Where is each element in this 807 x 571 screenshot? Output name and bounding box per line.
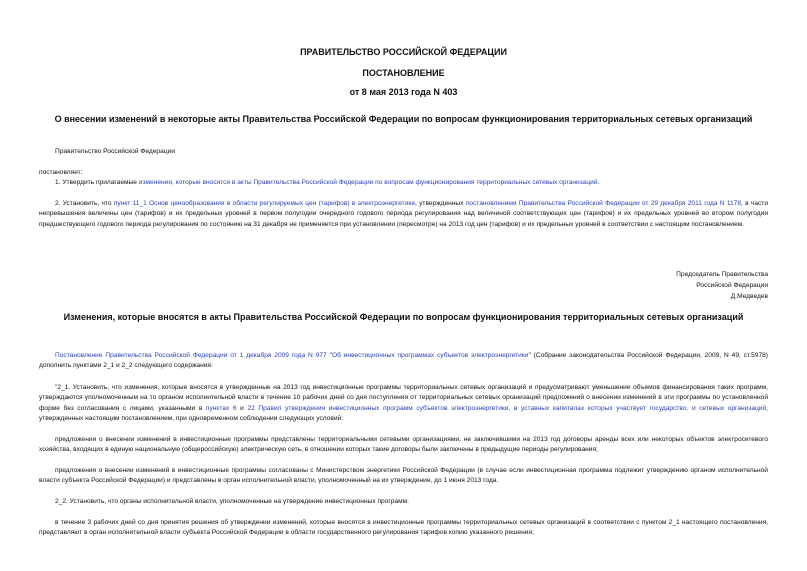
- document-type: ПОСТАНОВЛЕНИЕ: [362, 68, 445, 78]
- changes-paragraph-1-rest: " (Собрание законодательства Российской Федерации, 2009, N 49, ст.5978) дополнить пунктами 2_1 и 2_2 следующего содержания:: [39, 352, 768, 370]
- document-title: О внесении изменений в некоторые акты Правительства Российской Федерации по вопросам функционирования территориальных сетевых организаций: [54, 114, 753, 124]
- item-2: [39, 199, 768, 230]
- changes-link-rules[interactable]: 22 Правил утверждения инвестиционных программ субъектов электроэнергетики, в уставных капиталах которых участвует государство, и сетевых организаций: [247, 404, 767, 412]
- changes-paragraph-6: в течение 3 рабочих дней со дня принятия решения об утверждении изменений, которые вносятся в инвестиционные программы территориальных сетевых организаций в соответствии с пунктом 2_1 настоящего постановления, представляют в орган исполнительной власти субъекта Российской Федерации в области государственного регулирования тарифов копию указанного решения;: [39, 519, 768, 537]
- changes-link-item-6[interactable]: пунктах 6: [205, 404, 237, 412]
- signature-country: Российской Федерации: [696, 282, 768, 289]
- item-2-text-b: , утвержденных: [415, 200, 466, 207]
- changes-paragraph-5: 2_2. Установить, что органы исполнительной власти, уполномоченные на утверждение инвестиционных программ:: [55, 498, 410, 505]
- signature-block: [676, 269, 768, 302]
- document-date-number: от 8 мая 2013 года N 403: [349, 87, 458, 97]
- changes-p2-and: и: [236, 404, 248, 412]
- signature-position: Председатель Правительства: [676, 271, 768, 278]
- changes-paragraph-2: [39, 383, 768, 425]
- changes-heading: Изменения, которые вносятся в акты Правительства Российской Федерации по вопросам функционирования территориальных сетевых организаций: [63, 312, 744, 322]
- item-2-link-basics[interactable]: пункт 11_1 Основ ценообразования в области регулируемых цен (тарифов) в электроэнергетике: [113, 200, 416, 207]
- changes-paragraph-3: предложения о внесении изменений в инвестиционные программы представлены территориальными сетевыми организациями, не заключившими на 2013 год договоры аренды всех или некоторых объектов электросетевого хозяйства, входящих в единую национальную (общероссийскую) электрическую сеть, в отношении которых такие договоры были заключены в предыдущие периоды регулирования;: [39, 436, 768, 454]
- decrees-line: постановляет:: [39, 169, 83, 176]
- item-1-link[interactable]: изменения, которые вносятся в акты Правительства Российской Федерации по вопросам функционирования территориальных сетевых организаций: [138, 179, 598, 186]
- gov-rf-line: Правительство Российской Федерации: [55, 148, 175, 155]
- item-1-suffix: .: [597, 179, 600, 186]
- signature-name: Д.Медведев: [730, 293, 768, 300]
- changes-link-decree-977[interactable]: Постановление Правительства Российской Федерации от 1 декабря 2009 года N 977: [55, 352, 327, 359]
- item-1: [55, 178, 775, 188]
- changes-paragraph-4: предложения о внесении изменений в инвестиционные программы согласованы с Министерством энергетики Российской Федерации (в случае если инвестиционная программа подлежит утверждению органом исполнительной власти субъекта Российской Федерации) и представлены в орган исполнительной власти, уполномоченный на их утверждение, до 1 июня 2013 года.: [39, 467, 768, 485]
- item-1-prefix: 1. Утвердить прилагаемые: [55, 179, 139, 186]
- changes-p2-text-b: , утвержденных настоящим постановлением, при одновременном соблюдении следующих условий:: [39, 404, 768, 423]
- changes-quote-open: ": [326, 352, 332, 359]
- changes-paragraph-1: [39, 351, 768, 372]
- changes-p2-text-a: "2_1. Установить, что изменения, которые вносятся в утвержденные на 2013 год инвестиционные программы территориальных сетевых организаций и предусматривают уменьшение объемов финансирования таких программ, утверждаются уполномоченным на то органом исполнительной власти в течение 10 рабочих дней со дня поступления от территориальных сетевых организаций предложений о внесении изменений в эти программы по установленной форме без согласования с лицами, указанными в: [39, 384, 768, 412]
- changes-link-investment-programs[interactable]: Об инвестиционных программах субъектов электроэнергетики: [331, 352, 529, 359]
- item-2-text-c: , в части непревышения величины цен (тарифов) и их предельных уровней в первом полугодии очередного годового периода регулирования над величиной соответствующих цен (тарифов) и их предельных уровней во втором полугодии предшествующего годового периода регулирования по состоянию на 31 декабря не применяется при установлении (пересмотре) на 2013 год цен (тарифов) и их предельных уровней в соответствии с настоящим постановлением.: [39, 200, 769, 228]
- item-2-link-decree[interactable]: постановлением Правительства Российской Федерации от 29 декабря 2011 года N 1178: [465, 200, 742, 207]
- item-2-text-a: 2. Установить, что: [55, 200, 114, 207]
- government-name: ПРАВИТЕЛЬСТВО РОССИЙСКОЙ ФЕДЕРАЦИИ: [300, 47, 507, 57]
